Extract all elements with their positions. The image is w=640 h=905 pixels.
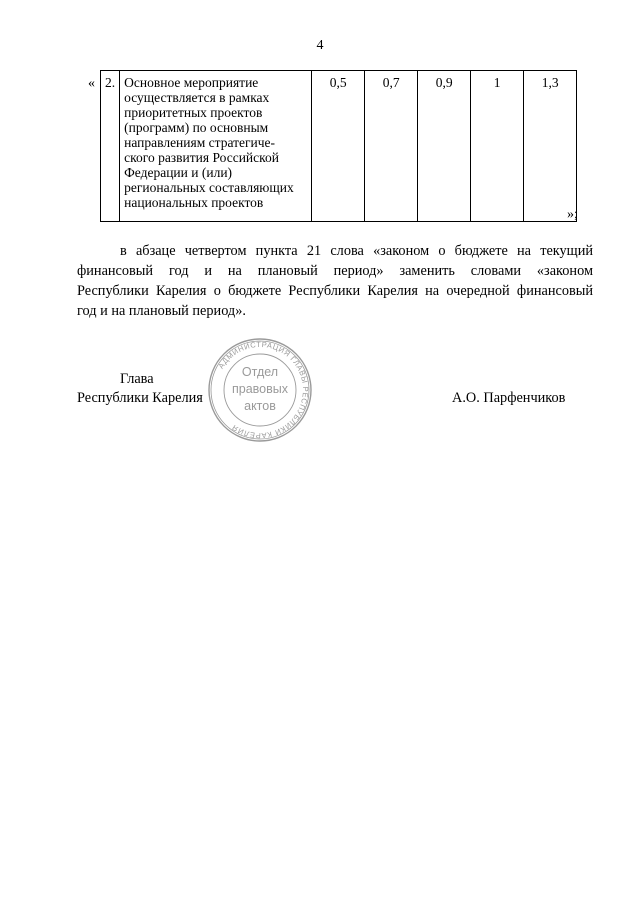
description-line: Федерации и (или) [124, 165, 233, 180]
description-line: приоритетных проектов [124, 105, 263, 120]
table-row [101, 71, 577, 222]
measure-table [100, 70, 577, 222]
description-line: Основное мероприятие [124, 75, 259, 90]
opening-quote: « [88, 76, 95, 91]
stamp-center-line: правовых [232, 382, 288, 396]
stamp-center-line: Отдел [241, 365, 279, 379]
description-line: региональных составляющих [124, 180, 294, 195]
closing-quote: »; [567, 207, 578, 222]
row-description [120, 71, 312, 222]
page-number: 4 [316, 38, 324, 53]
value-cell: 0,9 [418, 71, 471, 222]
value-cell: 1,3 [524, 71, 577, 222]
paragraph-line: финансовый год и на плановый период» заменить словами «законом [77, 263, 593, 279]
signatory-name: А.О. Парфенчиков [452, 390, 566, 406]
signatory-title: Глава [120, 371, 154, 387]
value-cell: 0,7 [365, 71, 418, 222]
official-stamp [200, 338, 320, 443]
paragraph-line: Республики Карелия о бюджете Республики Карелия на очередной финансовый [77, 283, 593, 299]
stamp-center-line: актов [244, 399, 276, 413]
paragraph-line: год и на плановый период». [77, 303, 246, 319]
description-line: (программ) по основным [124, 120, 269, 135]
stamp-ring-text: АДМИНИСТРАЦИЯ ГЛАВЫ РЕСПУБЛИКИ КАРЕЛИЯ [216, 339, 311, 441]
description-line: ского развития Российской [124, 150, 279, 165]
amendment-paragraph [77, 241, 593, 321]
value-cell: 1 [471, 71, 524, 222]
description-line: осуществляется в рамках [124, 90, 270, 105]
paragraph-line: в абзаце четвертом пункта 21 слова «законом о бюджете на текущий [120, 243, 593, 259]
row-number: 2. [101, 71, 120, 222]
signatory-region: Республики Карелия [77, 390, 203, 406]
value-cell: 0,5 [312, 71, 365, 222]
description-line: национальных проектов [124, 195, 264, 210]
description-line: направлениям стратегиче- [124, 135, 276, 150]
